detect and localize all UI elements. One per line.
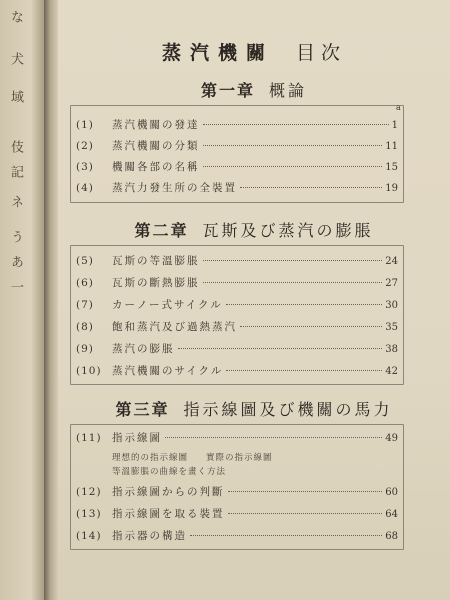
chapter-heading	[58, 78, 450, 101]
entry-title: 飽和蒸汽及び過熱蒸汽	[112, 321, 237, 333]
toc-entry[interactable]	[76, 319, 398, 337]
entry-title: 指示線圖からの判斷	[112, 486, 225, 498]
entry-number: (4)	[76, 182, 94, 194]
title-sub: 目次	[296, 42, 347, 64]
facing-page-fragment: 犬	[8, 52, 23, 69]
entry-number: (7)	[76, 299, 94, 311]
facing-page-fragment: 一	[8, 280, 23, 297]
facing-page-fragment: な	[8, 10, 23, 27]
book-gutter	[44, 0, 58, 600]
subnote-item: 實際の指示線圖	[206, 453, 273, 463]
entry-number: (6)	[76, 277, 94, 289]
entry-number: (14)	[76, 530, 102, 542]
title-main: 蒸汽機關	[161, 42, 274, 64]
chapter-title: 指示線圖及び機關の馬力	[183, 400, 393, 419]
leader-dots	[190, 535, 382, 536]
entry-number: (2)	[76, 140, 94, 152]
toc-entry[interactable]	[76, 363, 398, 381]
leader-dots	[203, 124, 389, 125]
facing-page-fragment: 記	[8, 165, 23, 182]
chapter-title: 瓦斯及び蒸汽の膨脹	[202, 221, 374, 240]
toc-entry[interactable]	[76, 253, 398, 271]
entry-number: (12)	[76, 486, 102, 498]
facing-page-fragment: ネ	[8, 195, 23, 212]
entry-number: (10)	[76, 365, 102, 377]
entry-page: 60	[385, 487, 398, 498]
entry-page: 42	[385, 366, 398, 377]
leader-dots	[203, 166, 383, 167]
leader-dots	[203, 282, 383, 283]
leader-dots	[240, 326, 382, 327]
toc-entry[interactable]	[76, 528, 398, 546]
entry-number: (8)	[76, 321, 94, 333]
entry-title: 機關各部の名稱	[112, 161, 200, 173]
entry-page: 49	[385, 433, 398, 444]
toc-entry[interactable]	[76, 117, 398, 135]
entry-page: 11	[385, 141, 398, 152]
leader-dots	[226, 370, 382, 371]
facing-page-fragment: あ	[8, 255, 23, 272]
leader-dots	[178, 348, 383, 349]
toc-entry[interactable]	[76, 275, 398, 293]
entry-subnote	[112, 465, 244, 477]
leader-dots	[203, 145, 383, 146]
subnote-item: 等溫膨脹の曲線を畫く方法	[112, 467, 227, 477]
toc-entry[interactable]	[76, 297, 398, 315]
entry-number: (9)	[76, 343, 94, 355]
entry-title: 指示線圖を取る裝置	[112, 508, 225, 520]
leader-dots	[240, 187, 382, 188]
toc-entry[interactable]	[76, 341, 398, 359]
entry-title: 蒸汽の膨脹	[112, 343, 175, 355]
entry-number: (3)	[76, 161, 94, 173]
page-title	[58, 38, 450, 65]
entry-page: 24	[385, 256, 398, 267]
chapter-label: 第一章	[200, 81, 255, 100]
facing-page-fragment: う	[8, 230, 23, 247]
entry-title: 蒸汽機關のサイクル	[112, 365, 224, 377]
toc-entry[interactable]	[76, 506, 398, 524]
chapter-label: 第二章	[134, 221, 189, 240]
chapter-heading	[58, 397, 450, 420]
corner-mark: a	[396, 103, 401, 112]
subnote-item: 理想的の指示線圖	[112, 453, 189, 463]
entry-page: 27	[385, 278, 398, 289]
entry-subnote	[112, 451, 291, 463]
leader-dots	[228, 513, 383, 514]
entry-page: 35	[385, 322, 398, 333]
toc-entry[interactable]	[76, 159, 398, 177]
toc-entry[interactable]	[76, 138, 398, 156]
entry-number: (5)	[76, 255, 94, 267]
entry-title: カーノー式サイクル	[112, 299, 223, 311]
chapter-label: 第三章	[115, 400, 170, 419]
toc-entry[interactable]	[76, 430, 398, 448]
entry-title: 瓦斯の等溫膨脹	[112, 255, 200, 267]
chapter-title: 概論	[269, 81, 308, 100]
entry-page: 15	[385, 162, 398, 173]
toc-entry[interactable]	[76, 180, 398, 198]
facing-page-fragment: 伎	[8, 140, 23, 157]
entry-title: 蒸汽力發生所の全裝置	[112, 182, 237, 194]
leader-dots	[228, 491, 383, 492]
entry-number: (13)	[76, 508, 102, 520]
chapter-heading	[58, 218, 450, 241]
toc-page	[58, 0, 450, 600]
facing-page-fragment: 域	[8, 90, 23, 107]
entry-title: 蒸汽機關の發達	[112, 119, 200, 131]
entry-title: 蒸汽機關の分類	[112, 140, 200, 152]
facing-page	[0, 0, 44, 600]
entry-page: 1	[391, 120, 398, 131]
leader-dots	[165, 437, 382, 438]
leader-dots	[203, 260, 383, 261]
toc-entry[interactable]	[76, 484, 398, 502]
entry-page: 19	[385, 183, 398, 194]
entry-title: 瓦斯の斷熱膨脹	[112, 277, 200, 289]
entry-title: 指示線圖	[112, 432, 162, 444]
leader-dots	[226, 304, 383, 305]
entry-page: 38	[385, 344, 398, 355]
entry-title: 指示器の構造	[112, 530, 187, 542]
entry-page: 30	[385, 300, 398, 311]
entry-page: 64	[385, 509, 398, 520]
entry-page: 68	[385, 531, 398, 542]
entry-number: (11)	[76, 432, 102, 444]
entry-number: (1)	[76, 119, 94, 131]
